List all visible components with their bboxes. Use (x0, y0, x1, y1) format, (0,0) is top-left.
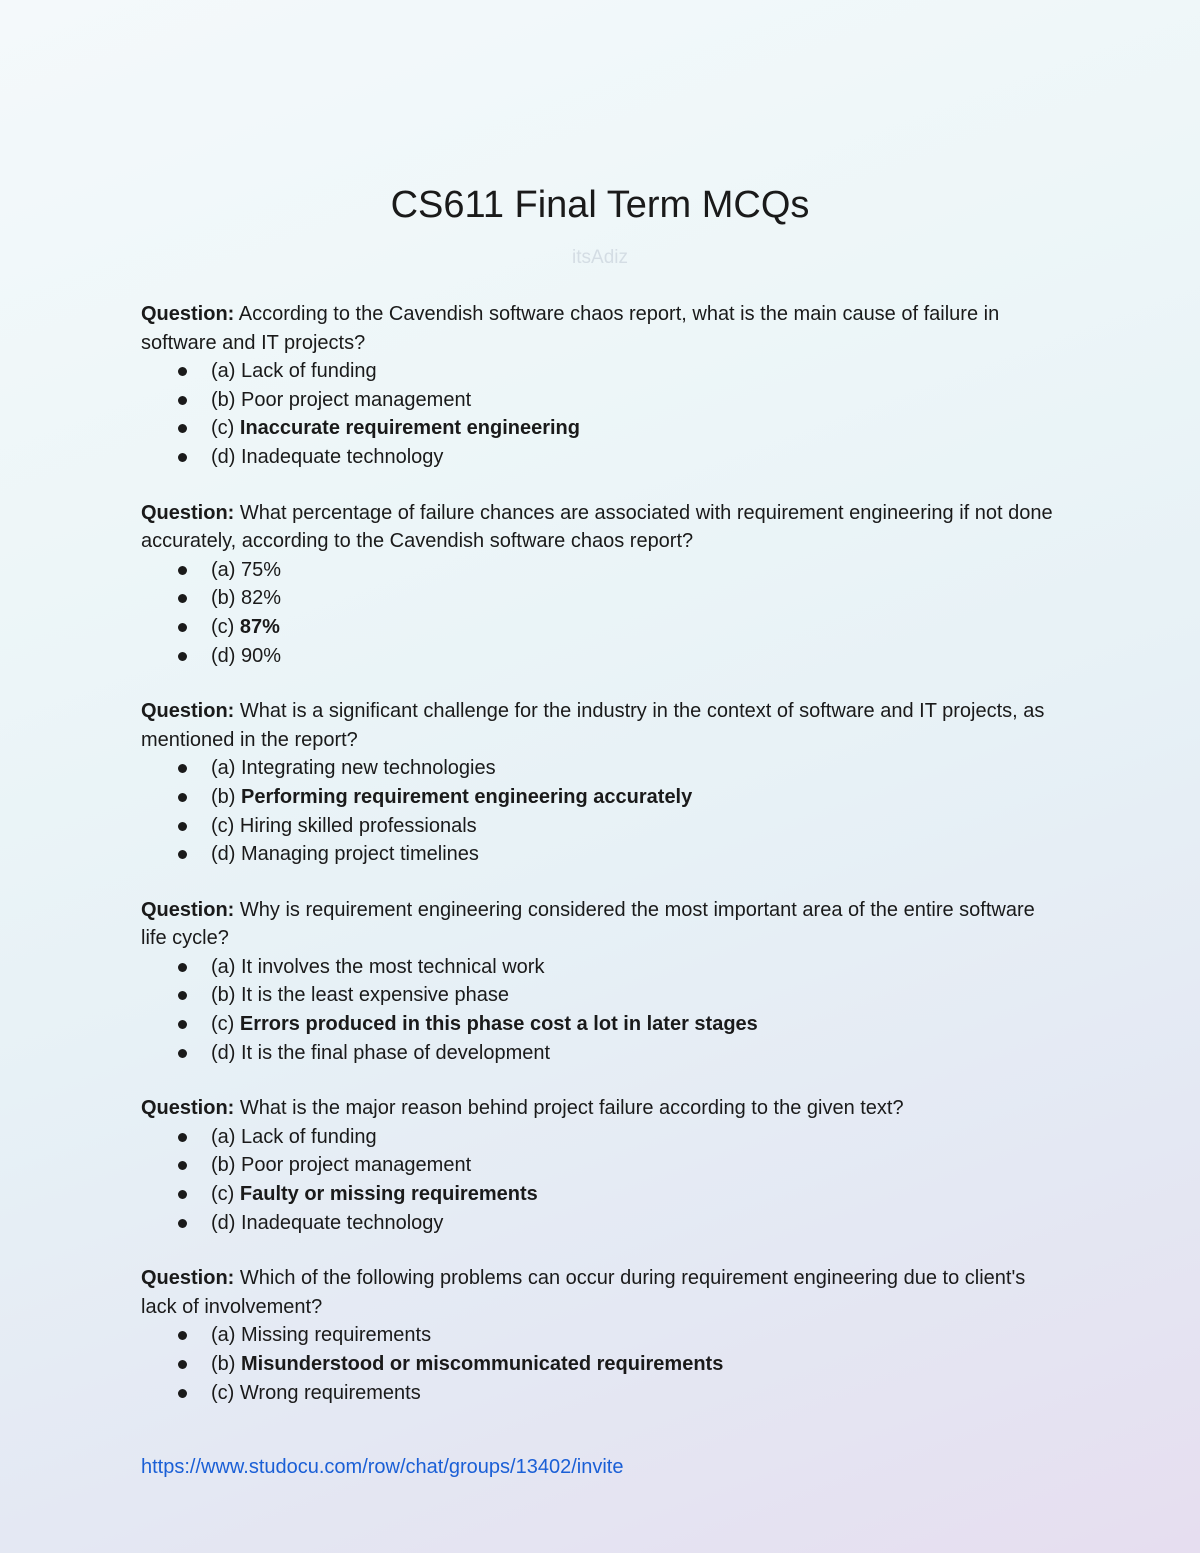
option-letter: (c) (211, 1183, 240, 1206)
option-letter: (a) (211, 757, 241, 780)
option-item (141, 443, 1061, 472)
option-item (141, 1379, 1061, 1408)
option-letter: (a) (211, 1125, 241, 1148)
bullet-icon (178, 793, 187, 802)
option-item (141, 1010, 1061, 1039)
bullet-icon (178, 1331, 187, 1340)
question-block (141, 896, 1061, 1068)
question-label: Question: (141, 501, 235, 524)
option-list (141, 754, 1061, 868)
question-block (141, 697, 1061, 869)
question-block (141, 1094, 1061, 1237)
bullet-icon (178, 566, 187, 575)
bullet-icon (178, 1190, 187, 1199)
bullet-icon (178, 1360, 187, 1369)
bullet-icon (178, 1133, 187, 1142)
bullet-icon (178, 1219, 187, 1228)
option-text: Hiring skilled professionals (239, 814, 477, 837)
question-label: Question: (141, 1267, 235, 1290)
option-text: 82% (241, 587, 282, 610)
option-item (141, 1039, 1061, 1068)
correct-answer-text: 87% (239, 615, 280, 638)
option-letter: (c) (211, 1381, 240, 1404)
bullet-icon (178, 1049, 187, 1058)
question-block (141, 499, 1061, 671)
question-text (141, 697, 1061, 754)
question-label: Question: (141, 898, 235, 921)
option-text: 75% (241, 558, 282, 581)
option-item (141, 754, 1061, 783)
option-letter: (d) (211, 644, 241, 667)
bullet-icon (178, 850, 187, 859)
option-letter: (d) (211, 1211, 241, 1234)
option-item (141, 642, 1061, 671)
option-letter: (a) (211, 360, 241, 383)
option-item (141, 386, 1061, 415)
option-text: Inadequate technology (241, 1211, 444, 1234)
bullet-icon (178, 396, 187, 405)
correct-answer-text: Errors produced in this phase cost a lot in later stages (239, 1013, 758, 1036)
option-letter: (c) (211, 615, 240, 638)
bullet-icon (178, 367, 187, 376)
option-letter: (b) (211, 1353, 241, 1375)
invite-link[interactable]: https://www.studocu.com/row/chat/groups/13402/invite (141, 1456, 624, 1478)
correct-answer-text: Inaccurate requirement engineering (239, 417, 580, 440)
option-text: Managing project timelines (241, 843, 479, 866)
question-text (141, 896, 1061, 953)
option-letter: (b) (211, 1154, 241, 1177)
option-letter: (b) (211, 984, 241, 1007)
bullet-icon (178, 963, 187, 972)
bullet-icon (178, 1389, 187, 1398)
bullet-icon (178, 991, 187, 1000)
bullet-icon (178, 1161, 187, 1170)
question-label: Question: (141, 303, 235, 325)
option-letter: (c) (211, 814, 240, 837)
option-letter: (c) (211, 417, 240, 440)
option-item (141, 840, 1061, 869)
document-title: CS611 Final Term MCQs (390, 184, 810, 226)
option-item (141, 981, 1061, 1010)
option-item (141, 1151, 1061, 1180)
option-item (141, 584, 1061, 613)
question-text (141, 1094, 1061, 1123)
bullet-icon (178, 822, 187, 831)
option-text: Poor project management (241, 388, 472, 411)
bullet-icon (178, 623, 187, 632)
option-list (141, 1321, 1061, 1407)
option-item (141, 556, 1061, 585)
option-text: Wrong requirements (239, 1381, 421, 1404)
option-letter: (b) (211, 587, 241, 610)
option-list (141, 357, 1061, 471)
question-body: Why is requirement engineering considered the most important area of the entire software life cycle? (141, 898, 1035, 950)
option-item (141, 613, 1061, 642)
option-text: 90% (241, 644, 282, 667)
option-item (141, 812, 1061, 841)
option-list (141, 953, 1061, 1067)
question-block (141, 1264, 1061, 1407)
option-letter: (d) (211, 445, 241, 468)
option-item (141, 1180, 1061, 1209)
question-body: What is a significant challenge for the industry in the context of software and IT projects, as mentioned in the report? (141, 700, 1045, 751)
question-list (141, 300, 1061, 1434)
option-letter: (a) (211, 955, 241, 978)
option-text: Integrating new technologies (241, 757, 496, 780)
question-text (141, 1264, 1061, 1321)
option-item (141, 953, 1061, 982)
option-text: Inadequate technology (241, 445, 444, 468)
option-letter: (b) (211, 785, 241, 808)
question-block (141, 300, 1061, 472)
bullet-icon (178, 594, 187, 603)
option-letter: (d) (211, 1041, 241, 1064)
option-text: It is the least expensive phase (241, 984, 509, 1007)
option-text: It involves the most technical work (241, 955, 545, 978)
option-letter: (a) (211, 1324, 241, 1347)
question-text (141, 499, 1061, 556)
option-letter: (a) (211, 558, 241, 581)
bullet-icon (178, 453, 187, 462)
option-list (141, 1123, 1061, 1237)
option-item (141, 783, 1061, 812)
option-letter: (c) (211, 1013, 240, 1036)
option-letter: (b) (211, 388, 241, 411)
question-label: Question: (141, 700, 235, 723)
question-body: Which of the following problems can occur during requirement engineering due to client's lack of involvement? (141, 1267, 1026, 1318)
option-item (141, 1350, 1061, 1379)
option-item (141, 1123, 1061, 1152)
correct-answer-text: Faulty or missing requirements (239, 1183, 538, 1206)
bullet-icon (178, 1020, 187, 1029)
option-item (141, 357, 1061, 386)
correct-answer-text: Performing requirement engineering accurately (241, 785, 693, 808)
option-letter: (d) (211, 843, 241, 866)
option-text: It is the final phase of development (241, 1041, 551, 1064)
question-text (141, 300, 1061, 357)
bullet-icon (178, 424, 187, 433)
correct-answer-text: Misunderstood or miscommunicated requirements (241, 1353, 724, 1375)
bullet-icon (178, 764, 187, 773)
question-label: Question: (141, 1097, 235, 1120)
question-body: What is the major reason behind project failure according to the given text? (239, 1097, 904, 1120)
option-item (141, 414, 1061, 443)
option-text: Lack of funding (241, 1125, 377, 1148)
bullet-icon (178, 652, 187, 661)
option-list (141, 556, 1061, 670)
option-text: Lack of funding (241, 360, 377, 383)
option-item (141, 1321, 1061, 1350)
question-body: According to the Cavendish software chaos report, what is the main cause of failure in software and IT projects? (141, 303, 1000, 354)
option-text: Missing requirements (241, 1324, 432, 1347)
question-body: What percentage of failure chances are associated with requirement engineering if not done accurately, according to the Cavendish software chaos report? (141, 501, 1053, 553)
document-author: itsAdiz (572, 247, 628, 268)
option-item (141, 1209, 1061, 1238)
option-text: Poor project management (241, 1154, 472, 1177)
